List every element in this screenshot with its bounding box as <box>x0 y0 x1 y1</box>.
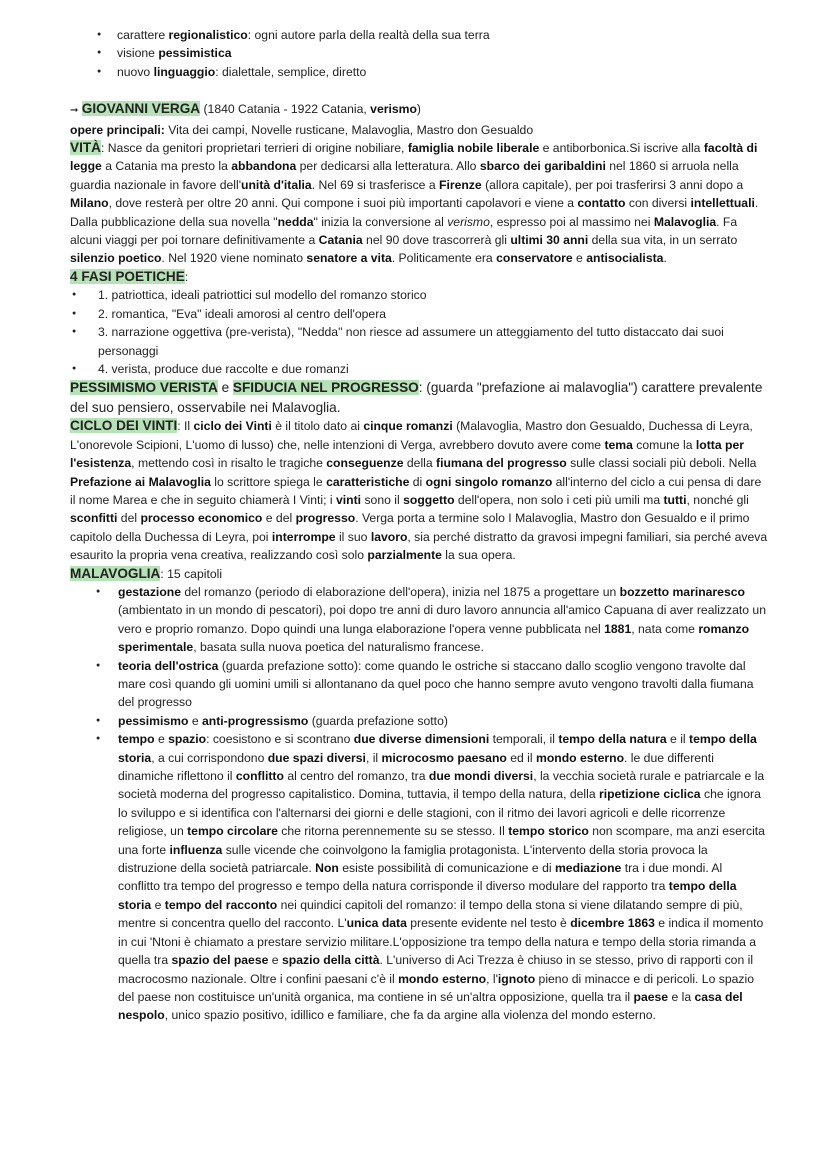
arrow-icon: ➞ <box>70 105 79 117</box>
list-item: ● 2. romantica, "Eva" ideali amorosi al centro dell'opera <box>72 305 752 323</box>
list-item: ● 3. narrazione oggettiva (pre-verista), "Nedda" non riesce ad assumere un atteggiamento del tutto distaccato dai suoi personaggi <box>72 323 752 360</box>
ciclo-paragraph: CICLO DEI VINTI: Il ciclo dei Vinti è il titolo dato ai cinque romanzi (Malavoglia, Mastro don Gesualdo, Duchessa di Leyra, L'onorevole Scipioni, L'uomo di lusso) che, nelle intenzioni di Verga, avrebbero dovuto avere come tema comune la lotta per l'esistenza, mettendo così in risalto le tragiche conseguenze della fiumana del progresso sulle classi sociali più deboli. Nella Prefazione ai Malavoglia lo scrittore spiega le caratteristiche di ogni singolo romanzo all'interno del ciclo a cui pensa di dare il nome Marea e che in seguito chiamerà I Vinti; i vinti sono il soggetto dell'opera, non solo i ceti più umili ma tutti, nonché gli sconfitti del processo economico e del progresso. Verga porta a termine solo I Malavoglia, Mastro don Gesualdo e il primo capitolo della Duchessa di Leyra, poi interrompe il suo lavoro, sia perché distratto da gravosi impegni familiari, sia perché aveva esaurito la propria vena creativa, realizzando così solo parzialmente la sua opera. <box>70 418 768 563</box>
malavoglia-label: MALAVOGLIA <box>70 565 161 581</box>
list-item: ● teoria dell'ostrica (guarda prefazione sotto): come quando le ostriche si staccano dallo scoglio vengono travolte dal mare così quando gli uomini umili si allontanano da quel poco che hanno sempre avuto vengono travolti dalla fiumana del progresso <box>96 657 766 712</box>
sfiducia-label: SFIDUCIA NEL PROGRESSO <box>232 380 419 396</box>
list-item: ● nuovo linguaggio: dialettale, semplice, diretto <box>97 63 828 81</box>
fasi-list <box>72 286 752 378</box>
list-item: ● tempo e spazio: coesistono e si scontrano due diverse dimensioni temporali, il tempo della natura e il tempo della storia, a cui corrispondono due spazi diversi, il microcosmo paesano ed il mondo esterno. le due differenti dinamiche riflettono il conflitto al centro del romanzo, tra due mondi diversi, la vecchia società rurale e patriarcale e la società moderna del progresso capitalistico. Domina, tuttavia, il tempo della natura, della ripetizione ciclica che ignora lo sviluppo e si identifica con l'alternarsi dei giorni e delle stagioni, con il ritmo dei lavori agricoli e delle ricorrenze religiose, un tempo circolare che ritorna perennemente su se stesso. Il tempo storico non scompare, ma anzi esercita una forte influenza sulle vicende che coinvolgono la famiglia protagonista. L'intervento della storia provoca la distruzione della società patriarcale. Non esiste possibilità di comunicazione e di mediazione tra i due mondi. Al conflitto tra tempo del progresso e tempo della natura corrisponde il diverso modulare del rapporto tra tempo della storia e tempo del racconto nei quindici capitoli del romanzo: il tempo della stona si viene dilatando sempre di più, mentre si concentra quello del racconto. L'unica data presente evidente nel testo è dicembre 1863 e indica il momento in cui 'Ntoni è chiamato a prestare servizio militare.L'opposizione tra tempo della natura e tempo della storia rimanda a quella tra spazio del paese e spazio della città. L'universo di Aci Trezza è chiuso in se stesso, privo di rapporti con il macrocosmo nazionale. Oltre i confini paesani c'è il mondo esterno, l'ignoto pieno di minacce e di pericoli. Lo spazio del paese non costituisce un'unità organica, ma contiene in sé un'altra opposizione, quella tra il paese e la casa del nespolo, unico spazio positivo, idillico e familiare, che fa da argine alla violenza del mondo esterno. <box>96 730 766 1025</box>
fasi-label: 4 FASI POETICHE <box>70 268 185 284</box>
pessimismo-paragraph: PESSIMISMO VERISTA e SFIDUCIA NEL PROGRESSO: (guarda "prefazione ai malavoglia") carattere prevalente del suo pensiero, osservabile nei Malavoglia. <box>70 380 763 415</box>
malavoglia-heading: MALAVOGLIA: 15 capitoli <box>70 565 223 581</box>
list-item: ● 1. patriottica, ideali patriottici sul modello del romanzo storico <box>72 286 752 304</box>
ciclo-label: CICLO DEI VINTI <box>70 418 178 434</box>
list-item: ● gestazione del romanzo (periodo di elaborazione dell'opera), inizia nel 1875 a progettare un bozzetto marinaresco (ambientato in un mondo di pescatori), poi dopo tre anni di duro lavoro annuncia all'amico Capuana di aver realizzato un vero e proprio romanzo. Dopo quindi una lunga elaborazione l'opera venne pubblicata nel 1881, nata come romanzo sperimentale, basata sulla nuova poetica del naturalismo francese. <box>96 583 766 657</box>
fasi-heading: 4 FASI POETICHE: <box>70 268 189 284</box>
list-item: ● pessimismo e anti-progressismo (guarda prefazione sotto) <box>96 712 766 730</box>
list-item: ● visione pessimistica <box>97 44 828 62</box>
vita-paragraph: VITÀ: Nasce da genitori proprietari terrieri di origine nobiliare, famiglia nobile liberale e antiborbonica.Si iscrive alla facoltà di legge a Catania ma presto la abbandona per dedicarsi alla letteratura. Allo sbarco dei garibaldini nel 1860 si arruola nella guardia nazionale in favore dell'unità d'italia. Nel 69 si trasferisce a Firenze (allora capitale), per poi trasferirsi 3 anni dopo a Milano, dove resterà per oltre 20 anni. Qui compone i suoi più importanti capolavori e viene a contatto con diversi intellettuali. Dalla pubblicazione della sua novella "nedda" inizia la conversione al verismo, espresso poi al massimo nei Malavoglia. Fa alcuni viaggi per poi tornare definitivamente a Catania nel 90 dove trascorrerà gli ultimi 30 anni della sua vita, in un serrato silenzio poetico. Nel 1920 viene nominato senatore a vita. Politicamente era conservatore e antisocialista. <box>70 140 759 266</box>
author-name-highlight: GIOVANNI VERGA <box>81 101 201 117</box>
works-line: opere principali: Vita dei campi, Novelle rusticane, Malavoglia, Mastro don Gesualdo <box>70 122 534 137</box>
list-item: ● 4. verista, produce due raccolte e due romanzi <box>72 360 752 378</box>
list-item: ● carattere regionalistico: ogni autore parla della realtà della sua terra <box>97 26 828 44</box>
vita-label: VITÀ <box>70 140 101 156</box>
malavoglia-list <box>96 583 766 1025</box>
author-heading: ➞ GIOVANNI VERGA (1840 Catania - 1922 Catania, verismo) <box>70 101 421 117</box>
pessimismo-label: PESSIMISMO VERISTA <box>70 380 218 396</box>
intro-bullet-list <box>97 26 828 81</box>
